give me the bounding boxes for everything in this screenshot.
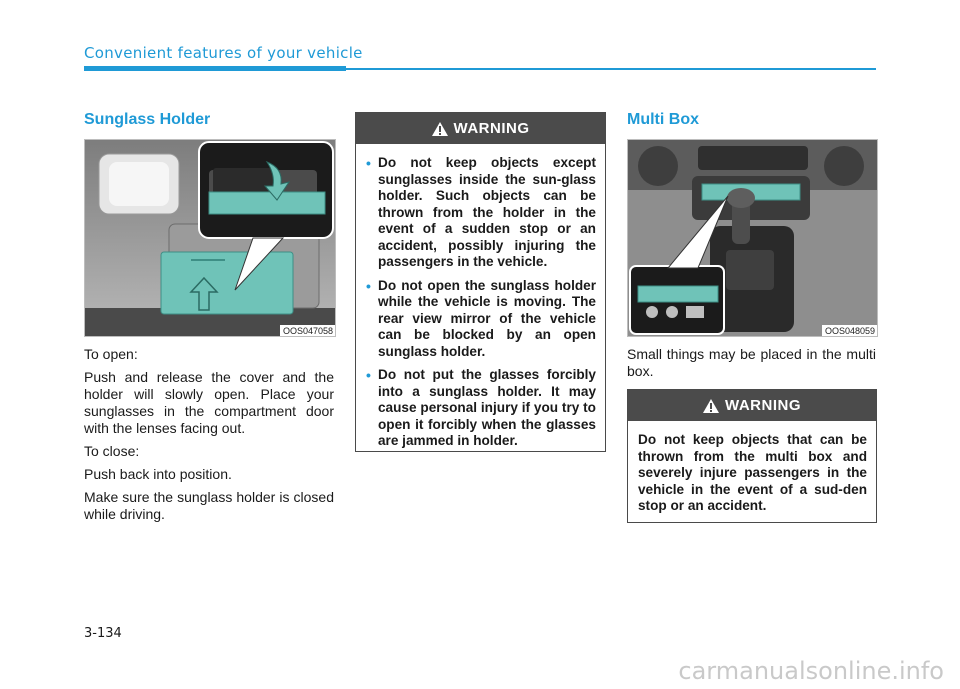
multi-box-drawing	[628, 140, 877, 336]
warning-item: • Do not put the glasses forcibly into a sunglass holder. It may cause personal injury if you try to open it forcibly when the glasses are jammed in holder.	[366, 367, 596, 448]
sunglass-holder-body	[84, 346, 334, 529]
multi-box-heading: Multi Box	[627, 111, 699, 128]
paragraph: Make sure the sunglass holder is closed while driving.	[84, 489, 334, 522]
paragraph: Small things may be placed in the multi box.	[627, 346, 876, 379]
bullet-icon: •	[366, 155, 371, 171]
sunglass-holder-illustration	[84, 139, 336, 337]
multi-box-warning-box	[627, 389, 877, 523]
warning-title: WARNING	[453, 120, 530, 137]
watermark-text: carmanualsonline.info	[678, 657, 944, 685]
sunglass-warning-box	[355, 112, 606, 452]
multi-box-body	[627, 346, 876, 386]
warning-list	[356, 144, 605, 465]
paragraph: Push and release the cover and the holder will slowly open. Place your sunglasses in the compartment door with the lenses facing out.	[84, 369, 334, 436]
image-code: OOS047058	[280, 325, 335, 336]
header-accent-bar	[84, 66, 346, 71]
sunglass-holder-drawing	[85, 140, 335, 336]
header-rule	[346, 68, 876, 70]
paragraph: To close:	[84, 443, 140, 459]
paragraph: To open:	[84, 346, 138, 362]
warning-header	[356, 113, 605, 144]
multi-box-illustration	[627, 139, 878, 337]
warning-title: WARNING	[725, 397, 801, 414]
paragraph: Push back into position.	[84, 466, 232, 482]
warning-item: • Do not keep objects except sunglasses inside the sun-glass holder. Such objects can be thrown from the holder in the event of a sudden stop or an accident, possibly injuring the passengers in the vehicle.	[366, 155, 596, 269]
sunglass-holder-heading: Sunglass Holder	[84, 111, 211, 128]
warning-text: Do not keep objects that can be thrown from the multi box and severely injure passengers in the vehicle in the event of a sud-den stop or an accident.	[638, 432, 867, 513]
page-number: 3-134	[84, 626, 122, 641]
bullet-icon: •	[366, 277, 371, 294]
section-title: Convenient features of your vehicle	[84, 44, 363, 62]
warning-triangle-icon	[703, 399, 719, 413]
warning-triangle-icon	[432, 122, 448, 136]
bullet-icon: •	[366, 367, 371, 383]
warning-item: • Do not open the sunglass holder while the vehicle is moving. The rear view mirror of the vehicle can be blocked by an open sunglass holder.	[366, 277, 596, 359]
warning-header	[628, 390, 876, 421]
image-code: OOS048059	[822, 325, 877, 336]
